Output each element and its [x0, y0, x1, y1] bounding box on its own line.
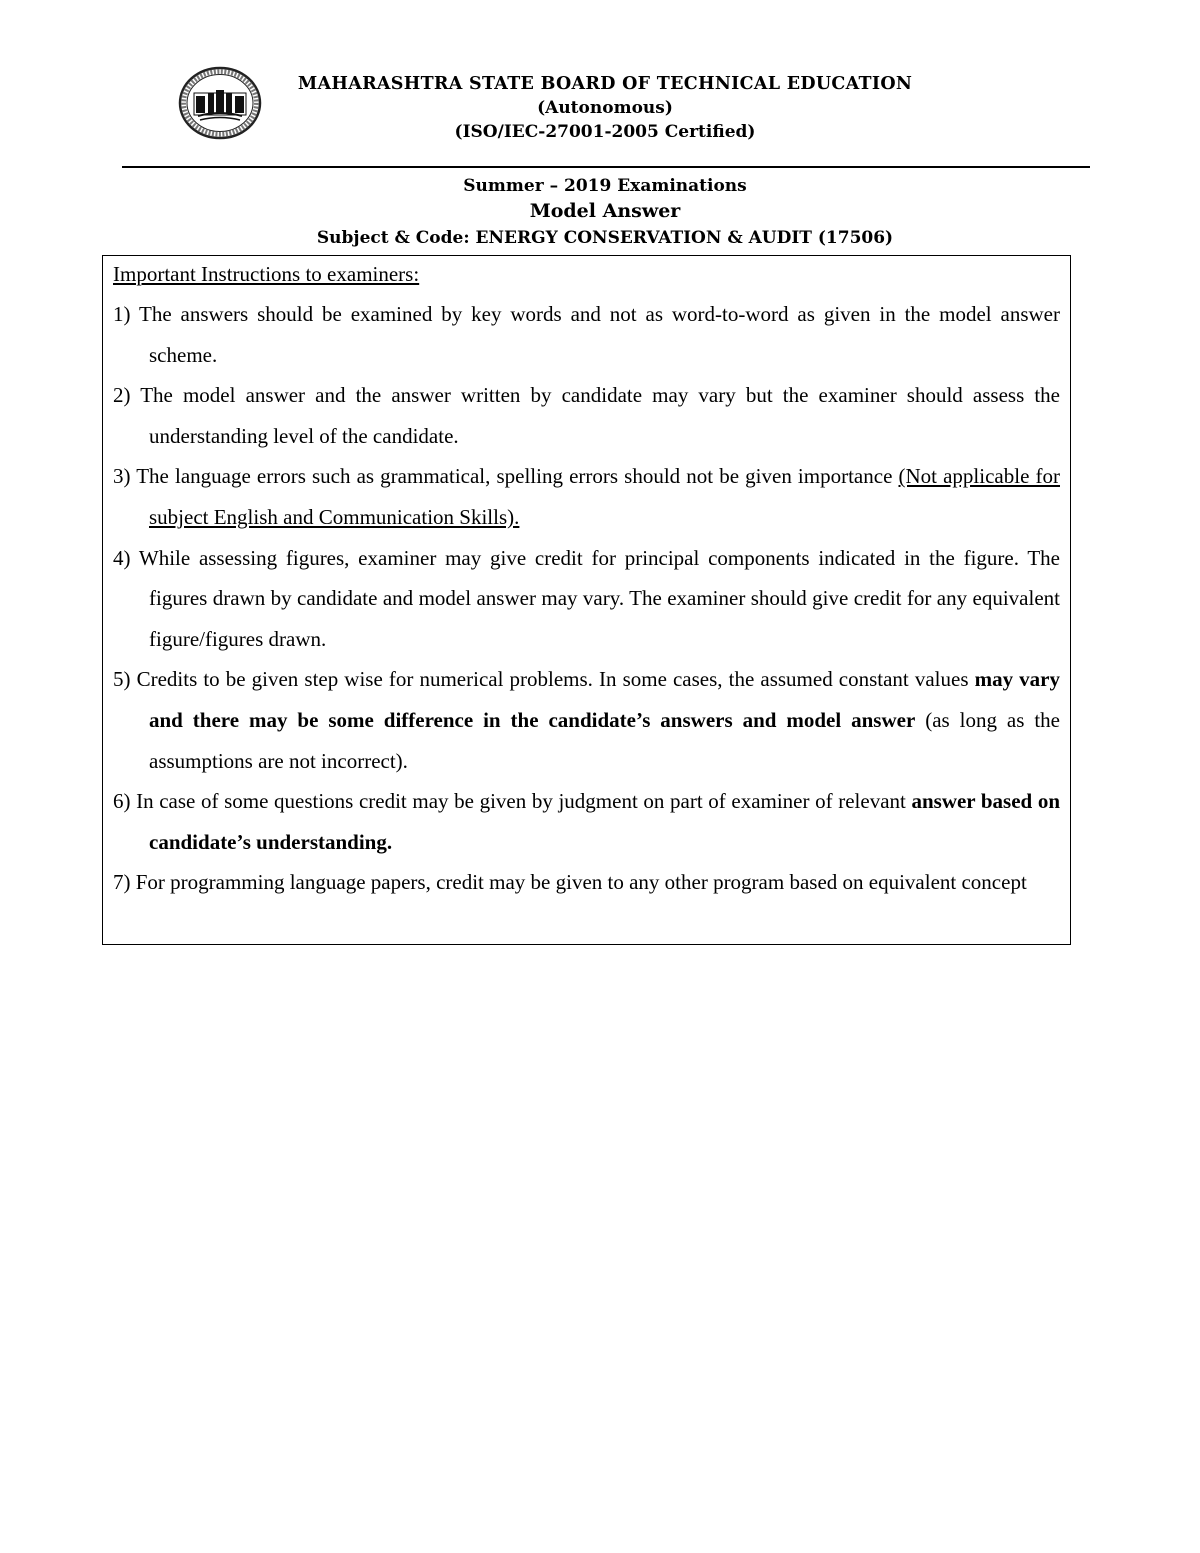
instruction-item-6-text: 6) In case of some questions credit may be given by judgment on part of examiner of relevant — [113, 789, 912, 814]
instruction-item-6 — [113, 781, 1060, 862]
exam-info — [100, 174, 1110, 252]
board-name: MAHARASHTRA STATE BOARD OF TECHNICAL EDUCATION — [297, 74, 913, 94]
instructions-heading: Important Instructions to examiners: — [113, 262, 420, 286]
instruction-item-7: 7) For programming language papers, credit may be given to any other program based on equivalent concept — [113, 870, 1027, 895]
subject-code: Subject & Code: ENERGY CONSERVATION & AUDIT (17506) — [316, 228, 894, 248]
autonomous-label: (Autonomous) — [537, 98, 673, 118]
instruction-item-5-text: 5) Credits to be given step wise for numerical problems. In some cases, the assumed constant values — [113, 667, 975, 692]
instruction-item-5-tail: (as long as the assumptions are not incorrect). — [149, 707, 1060, 773]
exam-session: Summer – 2019 Examinations — [463, 176, 747, 196]
certification-label: (ISO/IEC-27001-2005 Certified) — [454, 122, 756, 142]
instruction-item-6-bold: answer based on candidate’s understanding. — [149, 789, 1061, 854]
document-title: Model Answer — [529, 200, 681, 222]
instruction-item-2: 2) The model answer and the answer written by candidate may vary but the examiner should assess the understanding level of the candidate. — [113, 383, 1060, 448]
instruction-item-5-bold: may vary and there may be some difference in the candidate’s answers and model answer — [149, 667, 1060, 732]
instruction-item-3-note: (Not applicable for subject English and Communication Skills). — [149, 464, 1060, 529]
institution-header — [240, 72, 970, 144]
header-divider — [122, 166, 1090, 168]
instruction-item-3 — [113, 456, 1060, 537]
instruction-item-4: 4) While assessing figures, examiner may give credit for principal components indicated in the figure. The figures drawn by candidate and model answer may vary. The examiner should give credit for any equivalent figure/figures drawn. — [113, 545, 1060, 651]
instruction-item-1: 1) The answers should be examined by key words and not as word-to-word as given in the model answer scheme. — [113, 302, 1060, 367]
instruction-item-3-text: 3) The language errors such as grammatical, spelling errors should not be given importance — [113, 464, 899, 489]
instructions-box — [102, 255, 1071, 945]
instruction-item-5 — [113, 659, 1060, 781]
